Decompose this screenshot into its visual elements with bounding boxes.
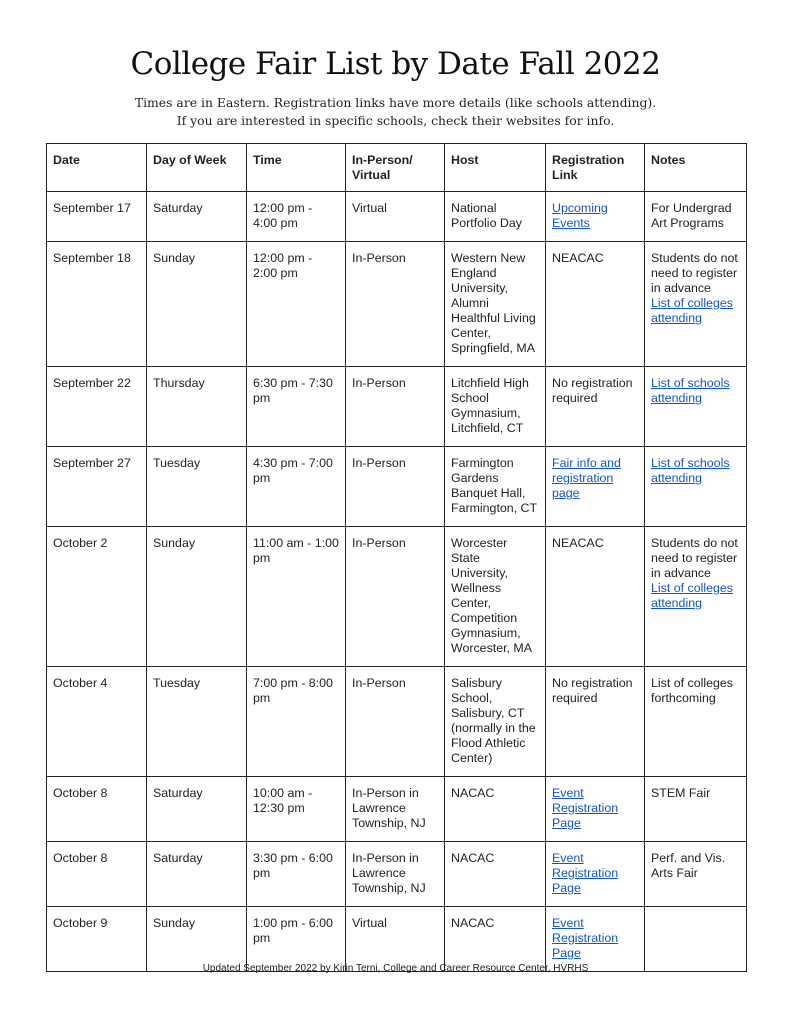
cell-notes (645, 367, 747, 447)
cell-time: 7:00 pm - 8:00 pm (247, 667, 346, 777)
cell-time: 1:00 pm - 6:00 pm (247, 907, 346, 972)
cell-registration-text: No registration required (552, 676, 633, 705)
cell-date: October 2 (47, 527, 147, 667)
cell-notes-text: List of colleges forthcoming (651, 676, 733, 705)
cell-notes (645, 907, 747, 972)
cell-host: Farmington Gardens Banquet Hall, Farmington, CT (445, 447, 546, 527)
cell-day-of-week: Tuesday (147, 667, 247, 777)
registration-link[interactable]: Event Registration Page (552, 916, 619, 960)
cell-notes (645, 527, 747, 667)
cell-time: 12:00 pm - 4:00 pm (247, 192, 346, 242)
table-row (47, 192, 747, 242)
attendees-list-link[interactable]: List of schools attending (651, 376, 730, 405)
cell-notes (645, 842, 747, 907)
header-day-of-week: Day of Week (147, 144, 247, 192)
cell-in-person-virtual: In-Person (346, 667, 445, 777)
cell-date: October 9 (47, 907, 147, 972)
footer-credit: Updated September 2022 by Kirin Terni, College and Career Resource Center, HVRHS (202, 963, 589, 974)
cell-notes-text: Perf. and Vis. Arts Fair (651, 851, 726, 880)
cell-notes (645, 242, 747, 367)
cell-in-person-virtual: Virtual (346, 192, 445, 242)
header-time: Time (247, 144, 346, 192)
cell-in-person-virtual: In-Person in Lawrence Township, NJ (346, 842, 445, 907)
cell-day-of-week: Sunday (147, 242, 247, 367)
cell-host: Western New England University, Alumni Healthful Living Center, Springfield, MA (445, 242, 546, 367)
table-row (47, 367, 747, 447)
cell-notes-text: STEM Fair (651, 786, 711, 800)
cell-time: 3:30 pm - 6:00 pm (247, 842, 346, 907)
cell-time: 6:30 pm - 7:30 pm (247, 367, 346, 447)
header-host: Host (445, 144, 546, 192)
cell-host: Worcester State University, Wellness Center, Competition Gymnasium, Worcester, MA (445, 527, 546, 667)
table-row (47, 777, 747, 842)
attendees-list-link[interactable]: List of schools attending (651, 456, 730, 485)
cell-host: Litchfield High School Gymnasium, Litchfield, CT (445, 367, 546, 447)
cell-date: September 27 (47, 447, 147, 527)
table-row (47, 907, 747, 972)
cell-day-of-week: Saturday (147, 842, 247, 907)
cell-notes (645, 447, 747, 527)
cell-day-of-week: Saturday (147, 777, 247, 842)
attendees-list-link[interactable]: List of colleges attending (651, 296, 733, 325)
subtitle-line: Times are in Eastern. Registration links have more details (like schools attending). (134, 95, 657, 110)
college-fair-table (46, 143, 747, 972)
cell-host: NACAC (445, 907, 546, 972)
cell-registration (546, 242, 645, 367)
registration-link[interactable]: Event Registration Page (552, 851, 619, 895)
cell-in-person-virtual: In-Person (346, 447, 445, 527)
cell-time: 11:00 am - 1:00 pm (247, 527, 346, 667)
cell-notes (645, 667, 747, 777)
cell-day-of-week: Saturday (147, 192, 247, 242)
registration-link[interactable]: Upcoming Events (552, 201, 608, 230)
cell-registration (546, 192, 645, 242)
header-registration-link: Registration Link (546, 144, 645, 192)
cell-in-person-virtual: In-Person in Lawrence Township, NJ (346, 777, 445, 842)
cell-host: National Portfolio Day (445, 192, 546, 242)
cell-registration-text: NEACAC (552, 536, 604, 550)
cell-day-of-week: Sunday (147, 527, 247, 667)
cell-notes-text: Students do not need to register in advance (651, 251, 738, 295)
cell-in-person-virtual: In-Person (346, 367, 445, 447)
cell-notes-text: Students do not need to register in advance (651, 536, 738, 580)
cell-registration (546, 527, 645, 667)
cell-time: 12:00 pm - 2:00 pm (247, 242, 346, 367)
cell-host: NACAC (445, 777, 546, 842)
cell-time: 10:00 am - 12:30 pm (247, 777, 346, 842)
cell-date: October 8 (47, 777, 147, 842)
table-row (47, 447, 747, 527)
cell-day-of-week: Thursday (147, 367, 247, 447)
table-row (47, 527, 747, 667)
cell-date: October 8 (47, 842, 147, 907)
cell-in-person-virtual: In-Person (346, 527, 445, 667)
registration-link[interactable]: Fair info and registration page (552, 456, 621, 500)
cell-registration (546, 842, 645, 907)
cell-date: September 18 (47, 242, 147, 367)
cell-registration (546, 667, 645, 777)
header-date: Date (47, 144, 147, 192)
subtitle (0, 94, 791, 130)
attendees-list-link[interactable]: List of colleges attending (651, 581, 733, 610)
cell-in-person-virtual: Virtual (346, 907, 445, 972)
cell-registration-text: NEACAC (552, 251, 604, 265)
cell-day-of-week: Sunday (147, 907, 247, 972)
cell-host: Salisbury School, Salisbury, CT (normally in the Flood Athletic Center) (445, 667, 546, 777)
cell-date: September 17 (47, 192, 147, 242)
cell-notes (645, 192, 747, 242)
header-in-person-virtual: In-Person/ Virtual (346, 144, 445, 192)
cell-day-of-week: Tuesday (147, 447, 247, 527)
cell-registration (546, 777, 645, 842)
header-notes: Notes (645, 144, 747, 192)
page-title: College Fair List by Date Fall 2022 (130, 46, 661, 82)
cell-in-person-virtual: In-Person (346, 242, 445, 367)
cell-registration-text: No registration required (552, 376, 633, 405)
table-row (47, 842, 747, 907)
table-header-row (47, 144, 747, 192)
cell-registration (546, 447, 645, 527)
registration-link[interactable]: Event Registration Page (552, 786, 619, 830)
cell-host: NACAC (445, 842, 546, 907)
table-row (47, 242, 747, 367)
cell-registration (546, 907, 645, 972)
cell-registration (546, 367, 645, 447)
cell-notes (645, 777, 747, 842)
subtitle-line: If you are interested in specific schools, check their websites for info. (176, 113, 615, 128)
cell-date: September 22 (47, 367, 147, 447)
table-row (47, 667, 747, 777)
cell-time: 4:30 pm - 7:00 pm (247, 447, 346, 527)
cell-date: October 4 (47, 667, 147, 777)
cell-notes-text: For Undergrad Art Programs (651, 201, 732, 230)
